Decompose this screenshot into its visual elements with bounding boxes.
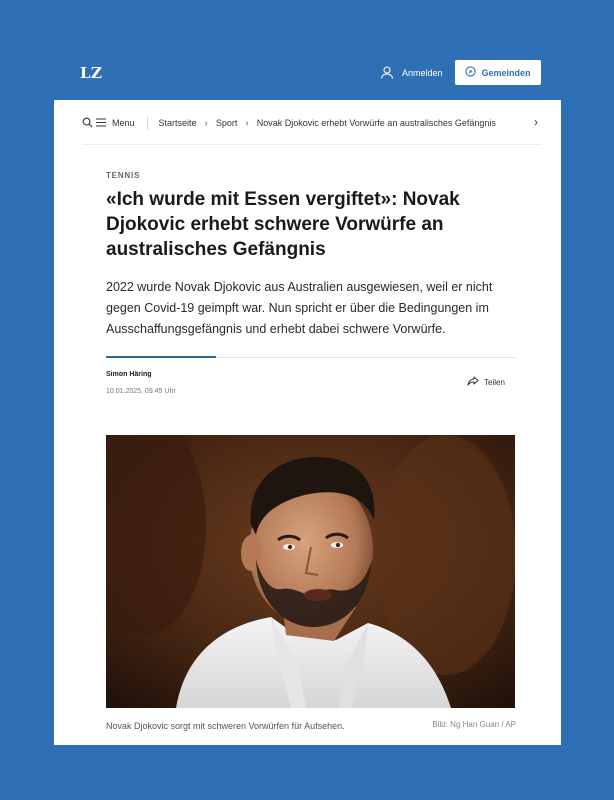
share-button[interactable] bbox=[467, 376, 505, 388]
chevron-right-icon: › bbox=[204, 117, 208, 129]
hamburger-icon bbox=[96, 118, 109, 129]
nav-divider bbox=[147, 116, 148, 130]
article-lead: 2022 wurde Novak Djokovic aus Australien ausgewiesen, weil er nicht gegen Covid-19 geimpft war. Nun spricht er über die Bedingungen im Ausschaffungsgefängnis und erhebt dabei schwere Vorwürfe. bbox=[106, 280, 493, 336]
breadcrumb-scroll-right-icon[interactable]: › bbox=[534, 115, 538, 129]
article-photo bbox=[106, 435, 515, 708]
user-icon bbox=[380, 66, 402, 81]
login-label: Anmelden bbox=[402, 68, 443, 78]
breadcrumb-sport[interactable]: Sport bbox=[215, 118, 238, 128]
article-card bbox=[54, 100, 561, 745]
login-button[interactable] bbox=[380, 64, 443, 82]
author-name[interactable]: Simon Häring bbox=[106, 371, 152, 378]
image-credit: Bild: Ng Han Guan / AP bbox=[432, 720, 516, 729]
article-kicker: TENNIS bbox=[106, 171, 141, 180]
compass-icon bbox=[465, 66, 481, 79]
breadcrumb-current: Novak Djokovic erhebt Vorwürfe an australisches Gefängnis bbox=[256, 118, 496, 128]
site-header bbox=[0, 0, 614, 100]
site-logo[interactable]: LZ bbox=[80, 64, 103, 82]
menu-button[interactable] bbox=[82, 117, 135, 130]
share-icon bbox=[467, 376, 484, 388]
menu-label: Menu bbox=[112, 118, 135, 128]
search-icon bbox=[82, 117, 96, 130]
gemeinden-label: Gemeinden bbox=[481, 67, 531, 78]
breadcrumb-startseite[interactable]: Startseite bbox=[158, 118, 197, 128]
publish-date: 10.01.2025, 09.45 Uhr bbox=[106, 388, 176, 395]
reading-progress-bar bbox=[106, 357, 515, 358]
nav-divider-line bbox=[82, 144, 542, 145]
image-caption: Novak Djokovic sorgt mit schweren Vorwürfen für Aufsehen. bbox=[106, 721, 345, 731]
reading-progress-fill bbox=[106, 356, 216, 358]
breadcrumb-bar bbox=[82, 114, 542, 132]
article-headline: «Ich wurde mit Essen vergiftet»: Novak Djokovic erhebt schwere Vorwürfe an australisches Gefängnis bbox=[106, 189, 460, 260]
share-label: Teilen bbox=[484, 377, 505, 387]
chevron-right-icon: › bbox=[245, 117, 249, 129]
gemeinden-button[interactable] bbox=[455, 60, 541, 85]
